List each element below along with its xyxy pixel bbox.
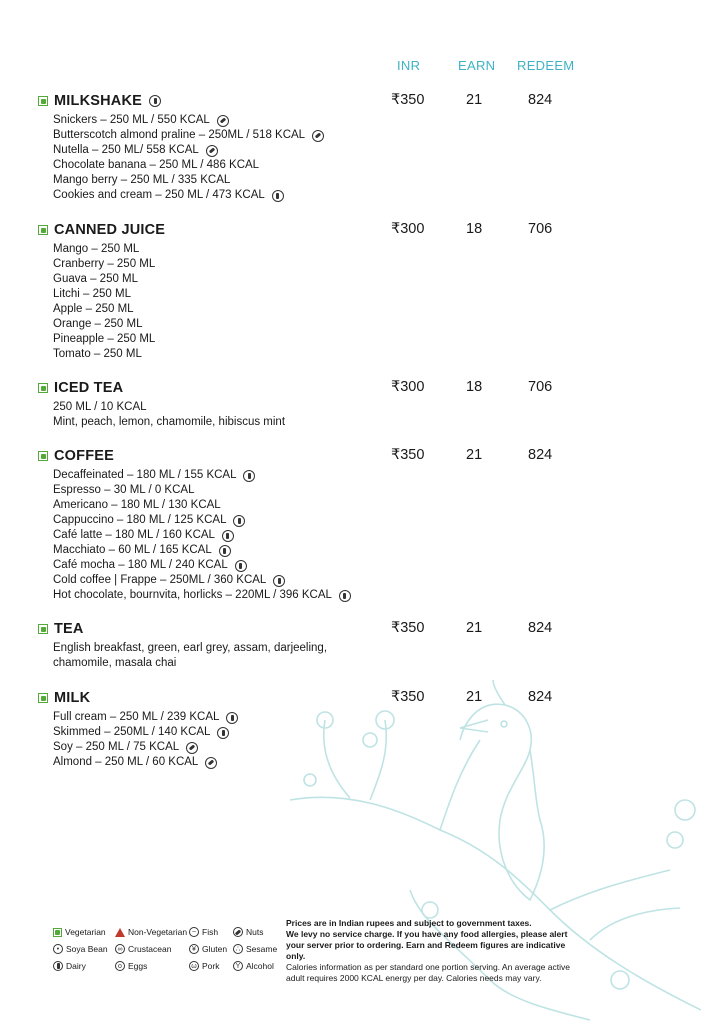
list-item: Litchi – 250 ML: [53, 288, 131, 300]
section-title: TEA: [54, 621, 84, 637]
list-item: Chocolate banana – 250 ML / 486 KCAL: [53, 159, 260, 171]
dairy-icon: [273, 575, 285, 587]
redeem-value: 706: [528, 221, 553, 237]
section-title: MILK: [54, 690, 91, 706]
list-item: Guava – 250 ML: [53, 273, 139, 285]
legend-label: Fish: [202, 927, 219, 937]
redeem-value: 824: [528, 689, 553, 705]
dairy-icon: [149, 95, 161, 107]
section-title: ICED TEA: [54, 380, 124, 396]
list-item: Soy – 250 ML / 75 KCAL: [53, 740, 598, 755]
list-item: Hot chocolate, bournvita, horlicks – 220ML / 396 KCAL: [53, 588, 598, 603]
price: ₹350: [391, 447, 425, 463]
section-iced-tea: [38, 379, 598, 430]
price: ₹350: [391, 92, 425, 108]
nuts-icon: [206, 145, 218, 157]
price: ₹350: [391, 620, 425, 636]
eggs-icon: o: [115, 961, 125, 971]
dairy-icon: [226, 712, 238, 724]
disclaimer-notes: [286, 918, 576, 984]
list-item: Almond – 250 ML / 60 KCAL: [53, 755, 598, 770]
sesame-icon: ∴: [233, 944, 243, 954]
section-coffee: [38, 447, 598, 603]
list-item: Snickers – 250 ML / 550 KCAL: [53, 113, 598, 128]
price: ₹350: [391, 689, 425, 705]
list-item: Skimmed – 250ML / 140 KCAL: [53, 725, 598, 740]
allergy-note: We levy no service charge. If you have any food allergies, please alert your server prior to ordering. Earn and Redeem figures are indicative only.: [286, 929, 568, 961]
list-item: Mint, peach, lemon, chamomile, hibiscus mint: [53, 416, 286, 428]
vegetarian-icon: [38, 693, 48, 703]
list-item: Nutella – 250 ML/ 558 KCAL: [53, 143, 598, 158]
list-item: chamomile, masala chai: [53, 657, 177, 669]
dairy-icon: [219, 545, 231, 557]
redeem-value: 824: [528, 92, 553, 108]
legend-label: Crustacean: [128, 944, 172, 954]
inr-column-header: INR: [397, 58, 421, 73]
vegetarian-icon: [38, 225, 48, 235]
dairy-icon: [53, 961, 63, 971]
dairy-icon: [222, 530, 234, 542]
section-title: COFFEE: [54, 448, 115, 464]
list-item: Cappuccino – 180 ML / 125 KCAL: [53, 513, 598, 528]
non-vegetarian-icon: [115, 928, 125, 937]
legend-label: Alcohol: [246, 961, 274, 971]
section-canned-juice: [38, 221, 598, 362]
legend-label: Soya Bean: [66, 944, 108, 954]
redeem-value: 824: [528, 620, 553, 636]
dairy-icon: [235, 560, 247, 572]
earn-value: 21: [466, 689, 483, 705]
list-item: Butterscotch almond praline – 250ML / 518 KCAL: [53, 128, 598, 143]
alcohol-icon: Y: [233, 961, 243, 971]
legend-label: Eggs: [128, 961, 148, 971]
legend-label: Non-Vegetarian: [128, 927, 188, 937]
earn-column-header: EARN: [458, 58, 496, 73]
redeem-column-header: REDEEM: [517, 58, 575, 73]
price: ₹300: [391, 379, 425, 395]
list-item: Cold coffee | Frappe – 250ML / 360 KCAL: [53, 573, 598, 588]
section-milk: [38, 689, 598, 770]
calorie-note: Calories information as per standard one portion serving. An average active adult requires 2000 KCAL energy per day. Calories needs may vary.: [286, 962, 570, 983]
list-item: 250 ML / 10 KCAL: [53, 401, 147, 413]
earn-value: 21: [466, 447, 483, 463]
legend-label: Gluten: [202, 944, 228, 954]
earn-value: 18: [466, 221, 483, 237]
list-item: Full cream – 250 ML / 239 KCAL: [53, 710, 598, 725]
redeem-value: 824: [528, 447, 553, 463]
nuts-icon: [312, 130, 324, 142]
vegetarian-icon: [38, 96, 48, 106]
nuts-icon: [233, 927, 243, 937]
list-item: Café latte – 180 ML / 160 KCAL: [53, 528, 598, 543]
nuts-icon: [186, 742, 198, 754]
tax-note: Prices are in Indian rupees and subject to government taxes.: [286, 918, 532, 928]
list-item: Cranberry – 250 ML: [53, 258, 156, 270]
section-title: CANNED JUICE: [54, 222, 166, 238]
dairy-icon: [243, 470, 255, 482]
list-item: Mango – 250 ML: [53, 243, 140, 255]
earn-value: 18: [466, 379, 483, 395]
list-item: Tomato – 250 ML: [53, 348, 142, 360]
earn-value: 21: [466, 620, 483, 636]
redeem-value: 706: [528, 379, 553, 395]
nuts-icon: [205, 757, 217, 769]
crustacean-icon: ∞: [115, 944, 125, 954]
dairy-icon: [272, 190, 284, 202]
vegetarian-icon: [38, 624, 48, 634]
nuts-icon: [217, 115, 229, 127]
vegetarian-icon: [38, 383, 48, 393]
list-item: Macchiato – 60 ML / 165 KCAL: [53, 543, 598, 558]
legend-label: Pork: [202, 961, 220, 971]
price: ₹300: [391, 221, 425, 237]
vegetarian-icon: [38, 451, 48, 461]
list-item: Pineapple – 250 ML: [53, 333, 156, 345]
dairy-icon: [217, 727, 229, 739]
list-item: Apple – 250 ML: [53, 303, 134, 315]
fish-icon: ~: [189, 927, 199, 937]
earn-value: 21: [466, 92, 483, 108]
dairy-icon: [339, 590, 351, 602]
legend-label: Nuts: [246, 927, 264, 937]
dairy-icon: [233, 515, 245, 527]
list-item: Cookies and cream – 250 ML / 473 KCAL: [53, 188, 598, 203]
list-item: Decaffeinated – 180 ML / 155 KCAL: [53, 468, 598, 483]
list-item: Mango berry – 250 ML / 335 KCAL: [53, 174, 231, 186]
pork-icon: ω: [189, 961, 199, 971]
list-item: Americano – 180 ML / 130 KCAL: [53, 499, 221, 511]
section-title: MILKSHAKE: [54, 93, 142, 109]
section-tea: [38, 620, 598, 671]
section-milkshake: [38, 92, 598, 203]
list-item: English breakfast, green, earl grey, assam, darjeeling,: [53, 642, 328, 654]
list-item: Orange – 250 ML: [53, 318, 143, 330]
vegetarian-icon: [53, 928, 62, 937]
gluten-icon: ¥: [189, 944, 199, 954]
soya-bean-icon: •: [53, 944, 63, 954]
legend-label: Vegetarian: [65, 927, 106, 937]
legend-label: Sesame: [246, 944, 278, 954]
list-item: Espresso – 30 ML / 0 KCAL: [53, 484, 195, 496]
list-item: Café mocha – 180 ML / 240 KCAL: [53, 558, 598, 573]
legend-label: Dairy: [66, 961, 86, 971]
